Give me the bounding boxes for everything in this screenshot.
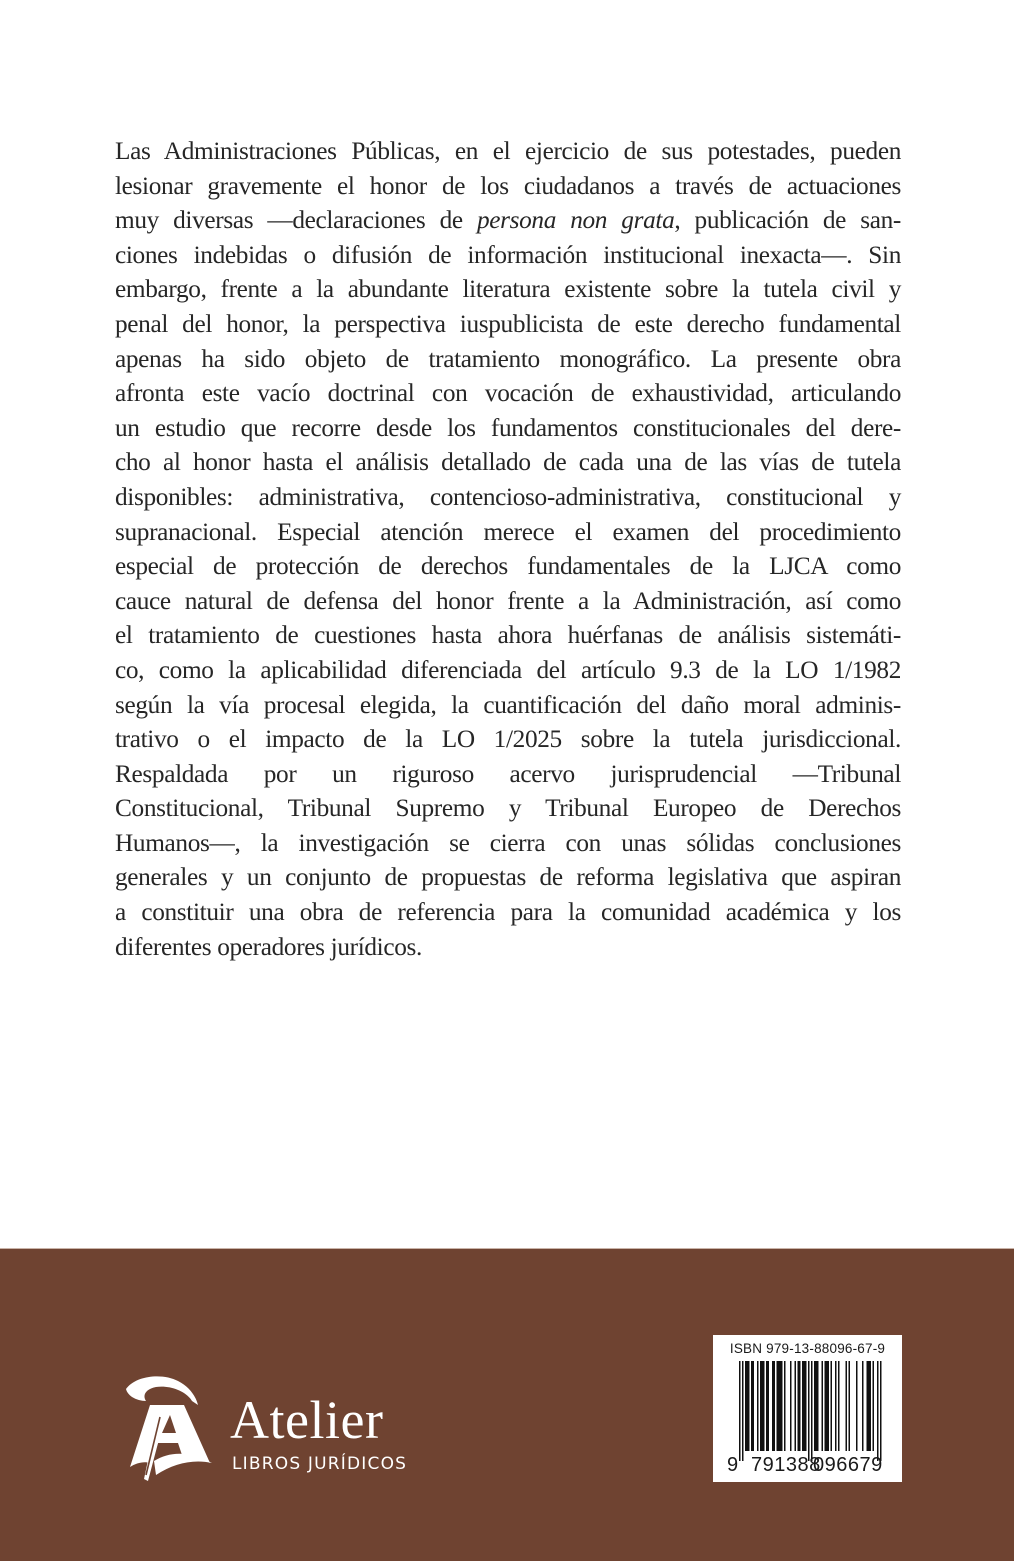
- barcode-bar: [799, 1361, 801, 1451]
- barcode-bar: [867, 1361, 869, 1451]
- barcode-bar: [766, 1361, 768, 1451]
- barcode-bar: [751, 1361, 753, 1451]
- back-cover-blurb: [115, 134, 901, 964]
- blurb-line: especial de protección de derechos fundamentales de la LJCA como: [115, 552, 901, 581]
- blurb-line: disponibles: administrativa, contencioso-administrativa, constitucional y: [115, 482, 901, 511]
- publisher-band: [0, 1248, 1014, 1561]
- barcode-bar: [780, 1361, 782, 1451]
- barcode-bar: [880, 1361, 882, 1461]
- blurb-line: trativo o el impacto de la LO 1/2025 sobre la tutela jurisdiccional.: [115, 725, 901, 754]
- blurb-line: generales y un conjunto de propuestas de reforma legislativa que aspiran: [115, 863, 901, 892]
- publisher-logo: [118, 1371, 418, 1491]
- blurb-line: penal del honor, la perspectiva iuspublicista de este derecho fundamental: [115, 309, 901, 338]
- blurb-line: cauce natural de defensa del honor frente a la Administración, así como: [115, 586, 901, 615]
- barcode-bar: [747, 1361, 749, 1451]
- blurb-line: ciones indebidas o difusión de información institucional inexacta—. Sin: [115, 240, 901, 269]
- barcode-bar: [822, 1361, 824, 1451]
- blurb-line: afronta este vacío doctrinal con vocación de exhaustividad, articulando: [115, 379, 901, 408]
- barcode-bar: [804, 1361, 806, 1451]
- isbn-label: ISBN 979-13-88096-67-9: [729, 1341, 886, 1356]
- blurb-line: Constitucional, Tribunal Supremo y Tribunal Europeo de Derechos: [115, 794, 901, 823]
- publisher-tagline: LIBROS JURÍDICOS: [232, 1454, 408, 1474]
- blurb-line: co, como la aplicabilidad diferenciada del artículo 9.3 de la LO 1/1982: [115, 655, 901, 684]
- barcode-bar: [826, 1361, 828, 1451]
- barcode-bar: [808, 1361, 810, 1461]
- blurb-line: cho al honor hasta el análisis detallado de cada una de las vías de tutela: [115, 448, 901, 477]
- barcode-bar: [762, 1361, 764, 1451]
- blurb-line: muy diversas —declaraciones de persona non grata, publicación de san-: [115, 206, 901, 235]
- barcode-bar: [873, 1361, 875, 1451]
- blurb-line: según la vía procesal elegida, la cuantificación del daño moral adminis-: [115, 690, 901, 719]
- publisher-name: Atelier: [230, 1390, 384, 1450]
- barcode-bar: [784, 1361, 786, 1451]
- blurb-line: el tratamiento de cuestiones hasta ahora huérfanas de análisis sistemáti-: [115, 621, 901, 650]
- barcode-bar: [748, 1361, 750, 1451]
- barcode-bar: [838, 1361, 840, 1451]
- blurb-line: embargo, frente a la abundante literatura existente sobre la tutela civil y: [115, 275, 901, 304]
- barcode-bar: [805, 1361, 807, 1451]
- isbn-barcode: [713, 1335, 902, 1482]
- barcode-bar: [763, 1361, 765, 1451]
- barcode-bar: [831, 1361, 833, 1451]
- barcode-bar: [856, 1361, 858, 1451]
- barcode-bar: [781, 1361, 783, 1451]
- barcode-bar: [774, 1361, 776, 1451]
- barcode-bar: [745, 1361, 747, 1451]
- blurb-line: diferentes operadores jurídicos.: [115, 932, 422, 961]
- barcode-digit-first: 9: [727, 1454, 739, 1476]
- barcode-bar: [777, 1361, 779, 1451]
- barcode-bar: [862, 1361, 864, 1451]
- blurb-line: a constituir una obra de referencia para la comunidad académica y los: [115, 898, 901, 927]
- barcode-bar: [825, 1361, 827, 1451]
- barcode-bar: [798, 1361, 800, 1451]
- blurb-line: supranacional. Especial atención merece el examen del procedimiento: [115, 517, 901, 546]
- italic-phrase: persona non grata: [476, 206, 675, 235]
- atelier-a-logo-icon: [118, 1371, 218, 1486]
- barcode-bar: [835, 1361, 837, 1451]
- barcode-bar: [816, 1361, 818, 1451]
- blurb-line: lesionar gravemente el honor de los ciudadanos a través de actuaciones: [115, 171, 901, 200]
- barcode-bar: [778, 1361, 780, 1451]
- barcode-bar: [760, 1361, 762, 1451]
- barcode-bar: [795, 1361, 797, 1451]
- barcode-bar: [817, 1361, 819, 1451]
- barcode-bar: [753, 1361, 755, 1451]
- blurb-line: Humanos—, la investigación se cierra con unas sólidas conclusiones: [115, 828, 901, 857]
- barcode-bar: [742, 1361, 744, 1461]
- barcode-bar: [739, 1361, 741, 1461]
- barcode-bar: [868, 1361, 870, 1451]
- barcode-bar: [828, 1361, 830, 1451]
- barcode-digits-left: 791388: [751, 1454, 821, 1476]
- barcode-bar: [814, 1361, 816, 1451]
- blurb-line: Las Administraciones Públicas, en el ejercicio de sus potestades, pueden: [115, 137, 901, 165]
- barcode-bar: [772, 1361, 774, 1451]
- blurb-line: un estudio que recorre desde los fundamentos constitucionales del dere-: [115, 413, 901, 442]
- barcode-bar: [846, 1361, 848, 1451]
- barcode-bar: [768, 1361, 770, 1451]
- barcode-bar: [757, 1361, 759, 1451]
- barcode-bar: [870, 1361, 872, 1451]
- barcode-bar: [802, 1361, 804, 1451]
- barcode-bar: [849, 1361, 851, 1451]
- blurb-line: Respaldada por un riguroso acervo jurisprudencial —Tribunal: [115, 759, 901, 788]
- barcode-bar: [790, 1361, 792, 1451]
- barcode-bar: [811, 1361, 813, 1461]
- barcode-bar: [877, 1361, 879, 1461]
- barcode-digits-right: 096679: [813, 1454, 883, 1476]
- blurb-line: apenas ha sido objeto de tratamiento monográfico. La presente obra: [115, 344, 901, 373]
